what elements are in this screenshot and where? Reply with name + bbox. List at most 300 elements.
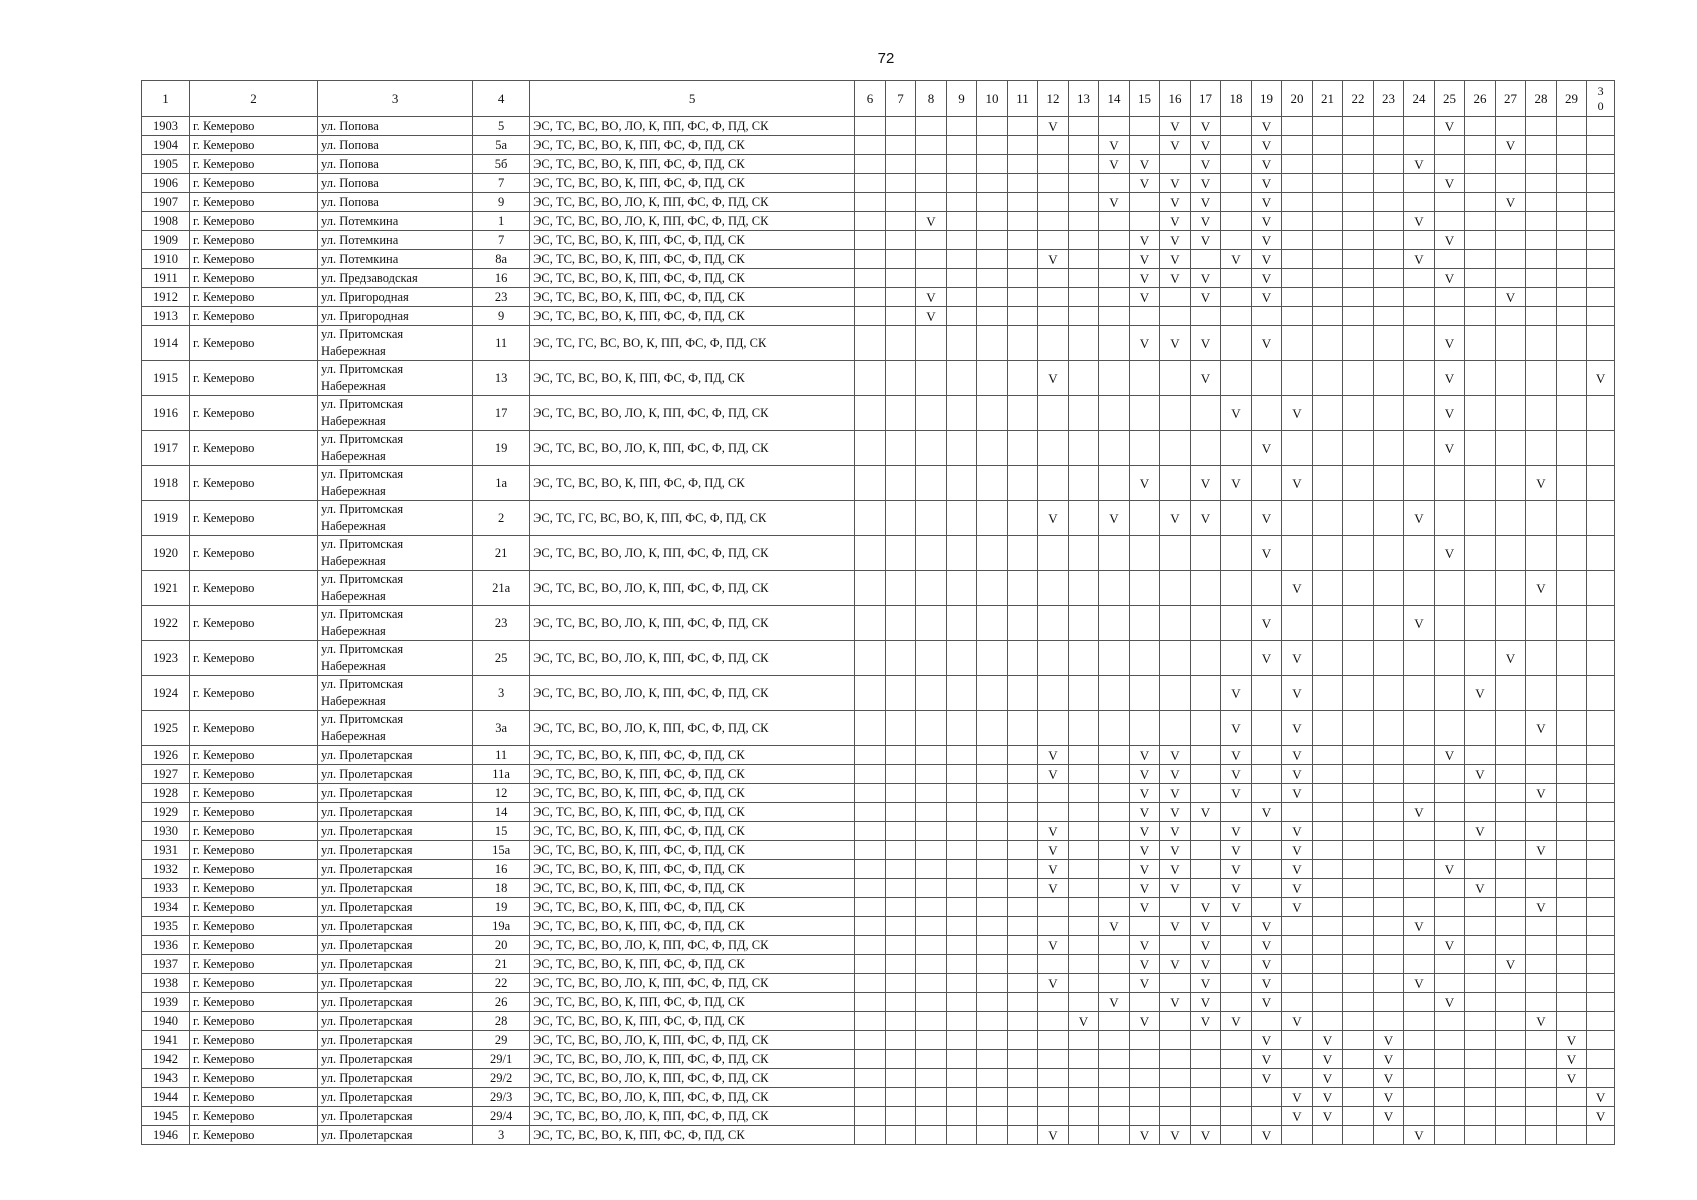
street-cell: ул. Притомская Набережная <box>318 361 473 396</box>
empty-cell <box>1251 860 1282 879</box>
empty-cell <box>1068 711 1099 746</box>
row-number: 1922 <box>142 606 190 641</box>
system-types-cell: ЭС, ТС, ВС, ВО, К, ПП, ФС, Ф, ПД, СК <box>530 155 855 174</box>
empty-cell <box>1404 269 1435 288</box>
empty-cell <box>1404 860 1435 879</box>
house-cell: 22 <box>473 974 530 993</box>
empty-cell <box>1587 193 1615 212</box>
city-cell: г. Кемерово <box>190 212 318 231</box>
check-mark: V <box>1190 288 1221 307</box>
check-mark: V <box>1129 250 1160 269</box>
empty-cell <box>1099 1012 1130 1031</box>
table-row <box>142 917 1615 936</box>
empty-cell <box>1251 746 1282 765</box>
house-cell: 25 <box>473 641 530 676</box>
empty-cell <box>1099 746 1130 765</box>
empty-cell <box>946 1031 977 1050</box>
empty-cell <box>1190 822 1221 841</box>
empty-cell <box>1526 746 1557 765</box>
empty-cell <box>1282 193 1313 212</box>
empty-cell <box>1099 860 1130 879</box>
empty-cell <box>1495 711 1526 746</box>
empty-cell <box>977 822 1008 841</box>
street-cell: ул. Потемкина <box>318 231 473 250</box>
empty-cell <box>1160 1088 1191 1107</box>
check-mark: V <box>1129 1012 1160 1031</box>
check-mark: V <box>1465 676 1496 711</box>
empty-cell <box>1099 1107 1130 1126</box>
empty-cell <box>1373 250 1404 269</box>
empty-cell <box>1587 676 1615 711</box>
house-cell: 23 <box>473 606 530 641</box>
empty-cell <box>1495 466 1526 501</box>
empty-cell <box>1495 676 1526 711</box>
empty-cell <box>1282 536 1313 571</box>
check-mark: V <box>1099 501 1130 536</box>
empty-cell <box>977 288 1008 307</box>
empty-cell <box>1434 136 1465 155</box>
city-cell: г. Кемерово <box>190 288 318 307</box>
house-cell: 28 <box>473 1012 530 1031</box>
street-cell: ул. Попова <box>318 117 473 136</box>
check-mark: V <box>1251 155 1282 174</box>
empty-cell <box>977 676 1008 711</box>
empty-cell <box>1343 571 1374 606</box>
empty-cell <box>1495 974 1526 993</box>
empty-cell <box>977 993 1008 1012</box>
system-types-cell: ЭС, ТС, ВС, ВО, ЛО, К, ПП, ФС, Ф, ПД, СК <box>530 936 855 955</box>
check-mark: V <box>1526 898 1557 917</box>
empty-cell <box>1068 641 1099 676</box>
house-cell: 9 <box>473 193 530 212</box>
empty-cell <box>1587 307 1615 326</box>
empty-cell <box>1312 641 1343 676</box>
empty-cell <box>1282 431 1313 466</box>
empty-cell <box>1160 1012 1191 1031</box>
empty-cell <box>1282 117 1313 136</box>
table-row <box>142 250 1615 269</box>
check-mark: V <box>1038 860 1069 879</box>
empty-cell <box>855 711 886 746</box>
empty-cell <box>1312 571 1343 606</box>
city-cell: г. Кемерово <box>190 466 318 501</box>
empty-cell <box>1099 1031 1130 1050</box>
empty-cell <box>1099 1088 1130 1107</box>
empty-cell <box>1007 1107 1038 1126</box>
check-mark: V <box>1038 936 1069 955</box>
empty-cell <box>1495 269 1526 288</box>
empty-cell <box>1221 1107 1252 1126</box>
empty-cell <box>1221 361 1252 396</box>
check-mark: V <box>1282 879 1313 898</box>
empty-cell <box>1068 155 1099 174</box>
empty-cell <box>1282 1050 1313 1069</box>
column-header-20: 20 <box>1282 81 1313 117</box>
empty-cell <box>1221 571 1252 606</box>
empty-cell <box>1221 501 1252 536</box>
empty-cell <box>1587 155 1615 174</box>
street-cell: ул. Попова <box>318 155 473 174</box>
empty-cell <box>1221 536 1252 571</box>
empty-cell <box>885 536 916 571</box>
empty-cell <box>1068 955 1099 974</box>
empty-cell <box>885 803 916 822</box>
street-cell: ул. Предзаводская <box>318 269 473 288</box>
empty-cell <box>1007 955 1038 974</box>
empty-cell <box>1312 822 1343 841</box>
empty-cell <box>1068 361 1099 396</box>
empty-cell <box>977 155 1008 174</box>
check-mark: V <box>1099 993 1130 1012</box>
empty-cell <box>885 269 916 288</box>
street-cell: ул. Пролетарская <box>318 1069 473 1088</box>
empty-cell <box>1312 269 1343 288</box>
check-mark: V <box>1129 841 1160 860</box>
empty-cell <box>1038 898 1069 917</box>
check-mark: V <box>1251 193 1282 212</box>
empty-cell <box>1190 1031 1221 1050</box>
empty-cell <box>1465 136 1496 155</box>
empty-cell <box>1556 326 1587 361</box>
empty-cell <box>1312 155 1343 174</box>
empty-cell <box>916 974 947 993</box>
empty-cell <box>1221 1050 1252 1069</box>
empty-cell <box>977 501 1008 536</box>
empty-cell <box>1404 1107 1435 1126</box>
table-row <box>142 288 1615 307</box>
empty-cell <box>1587 1012 1615 1031</box>
empty-cell <box>1465 955 1496 974</box>
empty-cell <box>1312 193 1343 212</box>
empty-cell <box>1373 841 1404 860</box>
empty-cell <box>1068 803 1099 822</box>
empty-cell <box>1434 1088 1465 1107</box>
check-mark: V <box>1160 269 1191 288</box>
table-row <box>142 676 1615 711</box>
empty-cell <box>1312 879 1343 898</box>
empty-cell <box>1343 1031 1374 1050</box>
empty-cell <box>1526 993 1557 1012</box>
empty-cell <box>1068 326 1099 361</box>
row-number: 1929 <box>142 803 190 822</box>
empty-cell <box>1465 250 1496 269</box>
check-mark: V <box>1129 288 1160 307</box>
column-header-1: 1 <box>142 81 190 117</box>
check-mark: V <box>1160 193 1191 212</box>
empty-cell <box>1038 174 1069 193</box>
check-mark: V <box>1556 1050 1587 1069</box>
empty-cell <box>885 288 916 307</box>
system-types-cell: ЭС, ТС, ВС, ВО, К, ПП, ФС, Ф, ПД, СК <box>530 879 855 898</box>
empty-cell <box>885 396 916 431</box>
empty-cell <box>1251 711 1282 746</box>
empty-cell <box>1343 174 1374 193</box>
check-mark: V <box>916 307 947 326</box>
empty-cell <box>1526 501 1557 536</box>
empty-cell <box>1099 974 1130 993</box>
check-mark: V <box>1038 974 1069 993</box>
city-cell: г. Кемерово <box>190 936 318 955</box>
empty-cell <box>1526 361 1557 396</box>
house-cell: 18 <box>473 879 530 898</box>
table-row <box>142 955 1615 974</box>
empty-cell <box>855 641 886 676</box>
empty-cell <box>1434 1126 1465 1145</box>
empty-cell <box>916 765 947 784</box>
empty-cell <box>1099 1069 1130 1088</box>
empty-cell <box>1068 917 1099 936</box>
empty-cell <box>1068 898 1099 917</box>
empty-cell <box>855 212 886 231</box>
empty-cell <box>1251 765 1282 784</box>
empty-cell <box>1526 117 1557 136</box>
empty-cell <box>1282 250 1313 269</box>
system-types-cell: ЭС, ТС, ВС, ВО, К, ПП, ФС, Ф, ПД, СК <box>530 466 855 501</box>
check-mark: V <box>1251 269 1282 288</box>
check-mark: V <box>1160 136 1191 155</box>
empty-cell <box>855 396 886 431</box>
empty-cell <box>1129 536 1160 571</box>
check-mark: V <box>1190 174 1221 193</box>
house-cell: 5б <box>473 155 530 174</box>
empty-cell <box>1007 898 1038 917</box>
empty-cell <box>1587 1031 1615 1050</box>
column-header-21: 21 <box>1312 81 1343 117</box>
empty-cell <box>1007 155 1038 174</box>
empty-cell <box>1160 606 1191 641</box>
column-header-2: 2 <box>190 81 318 117</box>
empty-cell <box>1007 212 1038 231</box>
empty-cell <box>977 606 1008 641</box>
empty-cell <box>1099 879 1130 898</box>
empty-cell <box>1007 803 1038 822</box>
empty-cell <box>855 822 886 841</box>
empty-cell <box>977 396 1008 431</box>
empty-cell <box>1129 361 1160 396</box>
empty-cell <box>1556 936 1587 955</box>
empty-cell <box>1099 307 1130 326</box>
empty-cell <box>1556 784 1587 803</box>
empty-cell <box>1312 898 1343 917</box>
column-header-24: 24 <box>1404 81 1435 117</box>
empty-cell <box>1221 1069 1252 1088</box>
row-number: 1930 <box>142 822 190 841</box>
empty-cell <box>1068 1050 1099 1069</box>
row-number: 1945 <box>142 1107 190 1126</box>
house-cell: 8а <box>473 250 530 269</box>
table-row <box>142 1012 1615 1031</box>
house-cell: 19 <box>473 898 530 917</box>
empty-cell <box>1282 1126 1313 1145</box>
empty-cell <box>1160 1031 1191 1050</box>
empty-cell <box>1587 136 1615 155</box>
empty-cell <box>1190 746 1221 765</box>
empty-cell <box>1160 466 1191 501</box>
empty-cell <box>1373 784 1404 803</box>
empty-cell <box>1373 212 1404 231</box>
check-mark: V <box>1282 1088 1313 1107</box>
empty-cell <box>1495 746 1526 765</box>
empty-cell <box>1068 536 1099 571</box>
house-cell: 14 <box>473 803 530 822</box>
house-cell: 11 <box>473 326 530 361</box>
empty-cell <box>946 879 977 898</box>
check-mark: V <box>1160 212 1191 231</box>
empty-cell <box>1465 1031 1496 1050</box>
empty-cell <box>1404 1012 1435 1031</box>
empty-cell <box>855 307 886 326</box>
empty-cell <box>1373 936 1404 955</box>
empty-cell <box>946 936 977 955</box>
empty-cell <box>1251 898 1282 917</box>
empty-cell <box>1343 917 1374 936</box>
city-cell: г. Кемерово <box>190 536 318 571</box>
empty-cell <box>1129 136 1160 155</box>
city-cell: г. Кемерово <box>190 898 318 917</box>
check-mark: V <box>1526 571 1557 606</box>
empty-cell <box>1495 765 1526 784</box>
empty-cell <box>1190 1050 1221 1069</box>
empty-cell <box>1404 898 1435 917</box>
check-mark: V <box>1190 993 1221 1012</box>
empty-cell <box>1038 288 1069 307</box>
street-cell: ул. Притомская Набережная <box>318 536 473 571</box>
table-row <box>142 1050 1615 1069</box>
empty-cell <box>1495 431 1526 466</box>
empty-cell <box>1404 746 1435 765</box>
empty-cell <box>1373 361 1404 396</box>
check-mark: V <box>1312 1050 1343 1069</box>
system-types-cell: ЭС, ТС, ВС, ВО, К, ПП, ФС, Ф, ПД, СК <box>530 361 855 396</box>
empty-cell <box>1007 501 1038 536</box>
empty-cell <box>1068 676 1099 711</box>
empty-cell <box>1068 993 1099 1012</box>
empty-cell <box>1190 431 1221 466</box>
empty-cell <box>1556 1088 1587 1107</box>
street-cell: ул. Пролетарская <box>318 765 473 784</box>
empty-cell <box>1282 917 1313 936</box>
empty-cell <box>1312 606 1343 641</box>
empty-cell <box>1373 326 1404 361</box>
system-types-cell: ЭС, ТС, ВС, ВО, К, ПП, ФС, Ф, ПД, СК <box>530 136 855 155</box>
empty-cell <box>1373 641 1404 676</box>
empty-cell <box>916 822 947 841</box>
check-mark: V <box>1129 269 1160 288</box>
empty-cell <box>1068 288 1099 307</box>
empty-cell <box>1587 765 1615 784</box>
empty-cell <box>1587 711 1615 746</box>
empty-cell <box>885 231 916 250</box>
empty-cell <box>1343 711 1374 746</box>
empty-cell <box>1038 193 1069 212</box>
empty-cell <box>1434 898 1465 917</box>
empty-cell <box>1434 822 1465 841</box>
empty-cell <box>1068 860 1099 879</box>
empty-cell <box>1526 288 1557 307</box>
check-mark: V <box>1282 571 1313 606</box>
empty-cell <box>1556 765 1587 784</box>
system-types-cell: ЭС, ТС, ВС, ВО, К, ПП, ФС, Ф, ПД, СК <box>530 841 855 860</box>
empty-cell <box>946 1050 977 1069</box>
empty-cell <box>946 1126 977 1145</box>
empty-cell <box>1038 231 1069 250</box>
house-cell: 9 <box>473 307 530 326</box>
empty-cell <box>1526 879 1557 898</box>
check-mark: V <box>1556 1069 1587 1088</box>
street-cell: ул. Притомская Набережная <box>318 571 473 606</box>
empty-cell <box>1221 136 1252 155</box>
check-mark: V <box>1160 822 1191 841</box>
header-row <box>142 81 1615 117</box>
empty-cell <box>1343 466 1374 501</box>
check-mark: V <box>1160 1126 1191 1145</box>
empty-cell <box>1465 1069 1496 1088</box>
system-types-cell: ЭС, ТС, ГС, ВС, ВО, К, ПП, ФС, Ф, ПД, СК <box>530 326 855 361</box>
empty-cell <box>1343 307 1374 326</box>
empty-cell <box>1068 431 1099 466</box>
system-types-cell: ЭС, ТС, ВС, ВО, ЛО, К, ПП, ФС, Ф, ПД, СК <box>530 676 855 711</box>
check-mark: V <box>1221 250 1252 269</box>
empty-cell <box>1526 1050 1557 1069</box>
empty-cell <box>1373 711 1404 746</box>
empty-cell <box>1526 269 1557 288</box>
empty-cell <box>885 860 916 879</box>
empty-cell <box>1007 711 1038 746</box>
check-mark: V <box>1434 174 1465 193</box>
empty-cell <box>885 765 916 784</box>
empty-cell <box>1495 1107 1526 1126</box>
empty-cell <box>1526 955 1557 974</box>
city-cell: г. Кемерово <box>190 711 318 746</box>
empty-cell <box>1343 898 1374 917</box>
empty-cell <box>1587 898 1615 917</box>
empty-cell <box>1160 641 1191 676</box>
system-types-cell: ЭС, ТС, ВС, ВО, ЛО, К, ПП, ФС, Ф, ПД, СК <box>530 711 855 746</box>
empty-cell <box>946 641 977 676</box>
street-cell: ул. Притомская Набережная <box>318 676 473 711</box>
city-cell: г. Кемерово <box>190 396 318 431</box>
empty-cell <box>1160 898 1191 917</box>
check-mark: V <box>1221 765 1252 784</box>
empty-cell <box>977 1088 1008 1107</box>
empty-cell <box>1282 501 1313 536</box>
empty-cell <box>1404 1069 1435 1088</box>
check-mark: V <box>1434 860 1465 879</box>
check-mark: V <box>1160 326 1191 361</box>
empty-cell <box>885 307 916 326</box>
check-mark: V <box>1160 746 1191 765</box>
empty-cell <box>1190 606 1221 641</box>
row-number: 1910 <box>142 250 190 269</box>
empty-cell <box>1251 361 1282 396</box>
empty-cell <box>946 117 977 136</box>
check-mark: V <box>1526 841 1557 860</box>
empty-cell <box>1312 711 1343 746</box>
empty-cell <box>1190 879 1221 898</box>
table-row <box>142 212 1615 231</box>
check-mark: V <box>1251 212 1282 231</box>
check-mark: V <box>1251 936 1282 955</box>
empty-cell <box>1312 746 1343 765</box>
empty-cell <box>1526 936 1557 955</box>
empty-cell <box>1556 571 1587 606</box>
empty-cell <box>1465 212 1496 231</box>
empty-cell <box>1343 841 1374 860</box>
row-number: 1916 <box>142 396 190 431</box>
house-cell: 17 <box>473 396 530 431</box>
empty-cell <box>1373 117 1404 136</box>
empty-cell <box>1190 841 1221 860</box>
